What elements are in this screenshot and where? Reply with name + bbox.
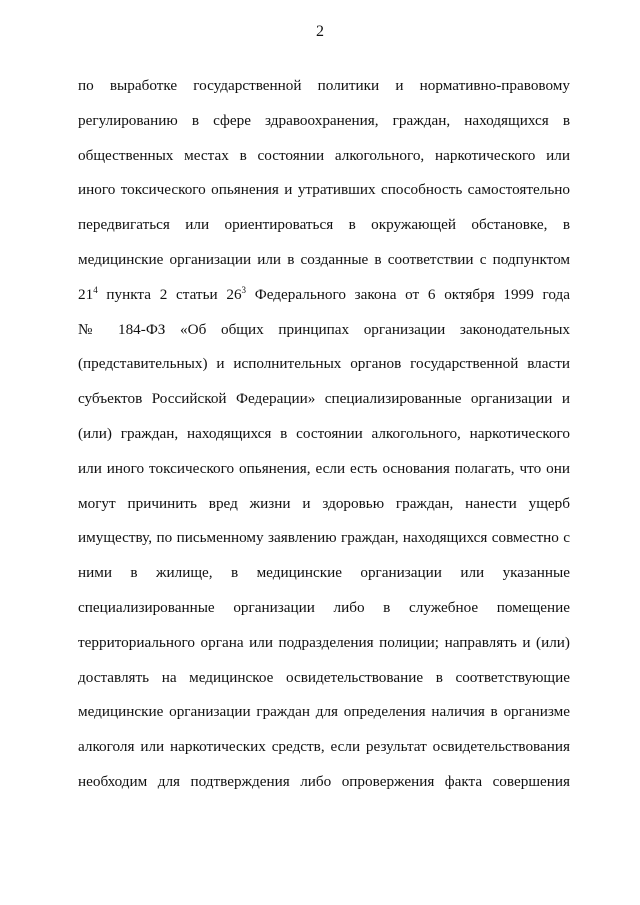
text-line: медицинские организации граждан для определения наличия в организме	[78, 703, 570, 721]
text-line: алкоголя или наркотических средств, если результат освидетельствования	[78, 738, 570, 756]
text-line: регулированию в сфере здравоохранения, граждан, находящихся в	[78, 111, 570, 129]
text-segment: Федерального закона от 6 октября 1999 года	[246, 285, 570, 303]
text-line: медицинские организации или в созданные в соответствии с подпунктом	[78, 250, 570, 268]
text-line: (или) граждан, находящихся в состоянии алкогольного, наркотического	[78, 424, 570, 442]
superscript: 4	[93, 284, 98, 295]
text-segment: пункта 2 статьи 26	[97, 285, 242, 303]
text-line: территориального органа или подразделения полиции; направлять и (или)	[78, 633, 570, 651]
text-line: ними в жилище, в медицинские организации или указанные	[78, 564, 570, 582]
text-line: № 184-ФЗ «Об общих принципах организации законодательных	[78, 320, 570, 338]
text-line: специализированные организации либо в служебное помещение	[78, 598, 570, 616]
text-line: (представительных) и исполнительных органов государственной власти	[78, 355, 570, 373]
text-line: субъектов Российской Федерации» специализированные организации и	[78, 390, 570, 408]
text-line: общественных местах в состоянии алкогольного, наркотического или	[78, 146, 570, 164]
superscript: 3	[241, 284, 247, 295]
text-line	[78, 278, 570, 313]
page-number: 2	[316, 23, 324, 40]
text-line: могут причинить вред жизни и здоровью граждан, нанести ущерб	[78, 494, 570, 512]
text-line: имуществу, по письменному заявлению граждан, находящихся совместно с	[78, 529, 570, 547]
text-line: по выработке государственной политики и нормативно-правовому	[78, 77, 570, 94]
body-paragraph	[78, 69, 570, 800]
text-line: передвигаться или ориентироваться в окружающей обстановке, в	[78, 216, 570, 234]
text-line: необходим для подтверждения либо опровержения факта совершения	[78, 772, 570, 790]
text-segment: 21	[78, 285, 94, 303]
text-line: доставлять на медицинское освидетельствование в соответствующие	[78, 668, 570, 686]
text-line: или иного токсического опьянения, если есть основания полагать, что они	[78, 459, 570, 477]
text-line: иного токсического опьянения и утративших способность самостоятельно	[78, 181, 570, 199]
